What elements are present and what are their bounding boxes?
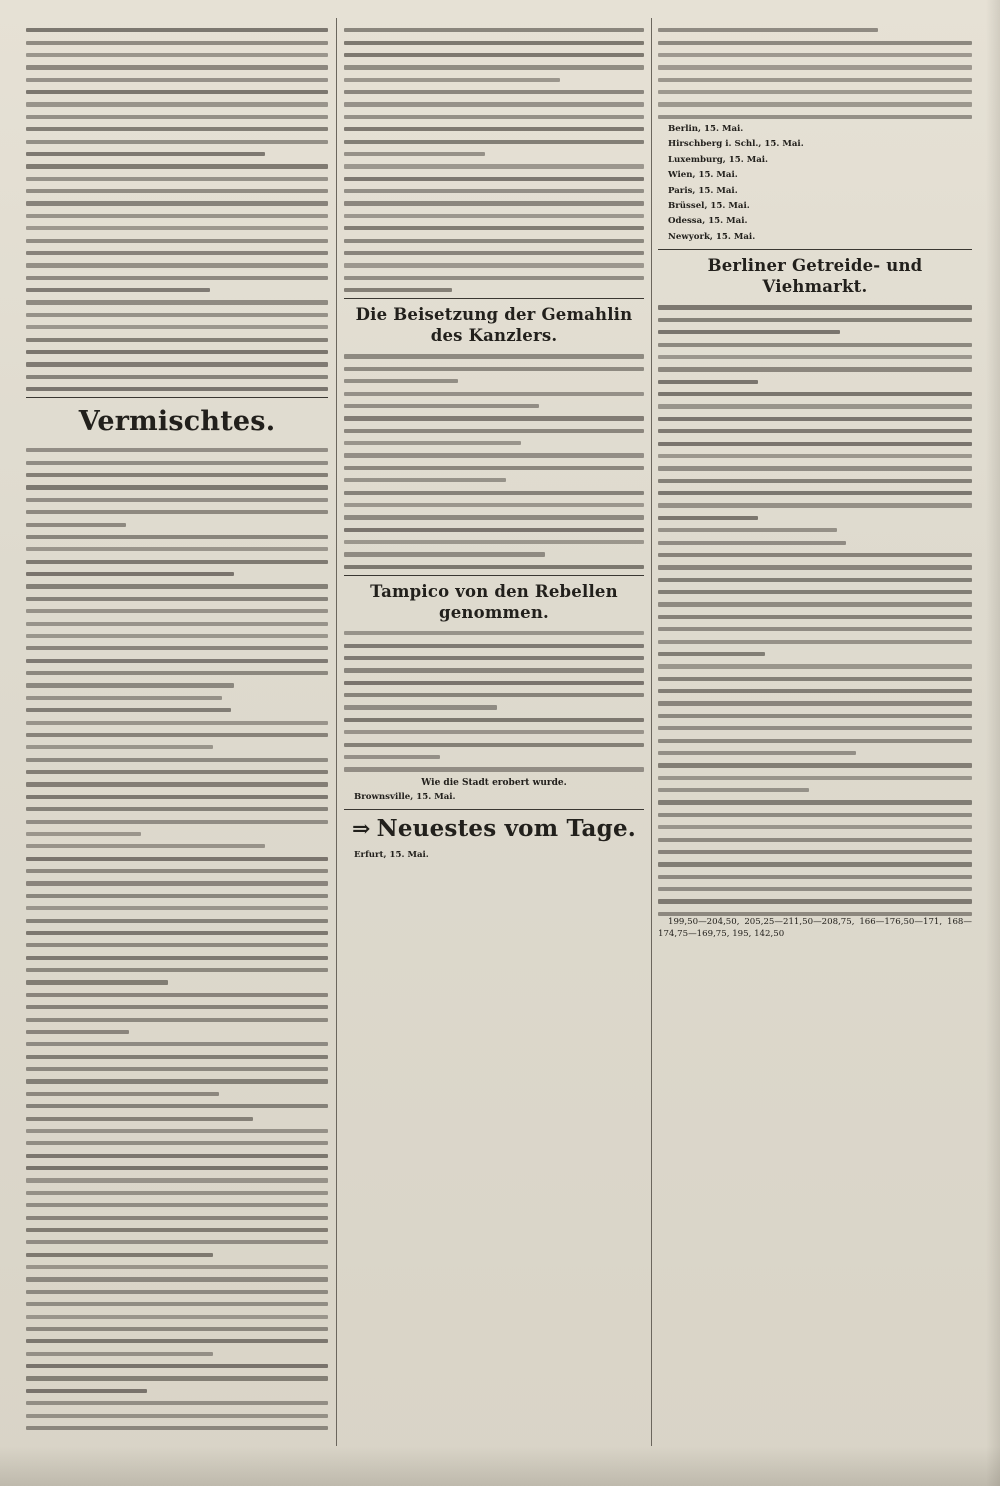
- paris-report: [658, 185, 972, 197]
- text-line: [26, 473, 328, 477]
- text-line: [26, 1203, 328, 1207]
- text-line: [26, 1079, 328, 1083]
- text-line: [658, 800, 972, 804]
- text-line: [26, 919, 328, 923]
- column-2: [344, 20, 644, 1442]
- text-line: [344, 416, 644, 420]
- text-line: [658, 479, 972, 483]
- tampico-article: [344, 631, 644, 771]
- text-line: [26, 943, 328, 947]
- vermischtes-articles: [26, 448, 328, 1430]
- text-line: [26, 993, 328, 997]
- text-line: [26, 461, 328, 465]
- text-line: [26, 782, 328, 786]
- text-line: [658, 528, 837, 532]
- text-line: [658, 380, 758, 384]
- text-line: [26, 609, 328, 613]
- article-continuation: [344, 28, 644, 292]
- text-line: [26, 510, 328, 514]
- text-line: [26, 263, 328, 267]
- text-line: [658, 466, 972, 470]
- text-line: [26, 325, 328, 329]
- dateline-brownsville: Brownsville, 15. Mai.: [354, 791, 456, 802]
- text-line: [26, 1426, 328, 1430]
- berlin-report: [658, 123, 972, 135]
- text-line: [658, 652, 765, 656]
- text-line: [658, 887, 972, 891]
- text-line: [26, 164, 328, 168]
- text-line: [344, 65, 644, 69]
- text-line: [26, 1067, 328, 1071]
- text-line: [26, 1216, 328, 1220]
- text-line: [344, 115, 644, 119]
- text-line: [658, 875, 972, 879]
- text-line: [344, 263, 644, 267]
- text-line: [26, 956, 328, 960]
- text-line: [658, 739, 972, 743]
- text-line: [26, 1166, 328, 1170]
- text-line: [658, 838, 972, 842]
- price-value: 204,50: [706, 917, 737, 927]
- text-line: [658, 788, 809, 792]
- text-line: [26, 634, 328, 638]
- text-line: [344, 644, 644, 648]
- text-line: [344, 515, 644, 519]
- text-line: [658, 417, 972, 421]
- text-line: [26, 770, 328, 774]
- text-line: [26, 78, 328, 82]
- text-line: [344, 90, 644, 94]
- text-line: [658, 392, 972, 396]
- text-line: [26, 53, 328, 57]
- text-line: [26, 535, 328, 539]
- text-line: [344, 565, 644, 569]
- text-line: [658, 367, 972, 371]
- text-line: [26, 350, 328, 354]
- text-line: [658, 689, 972, 693]
- text-line: [26, 1401, 328, 1405]
- price-value: 142,50: [754, 929, 785, 940]
- text-line: [26, 28, 328, 32]
- text-line: [26, 300, 328, 304]
- text-line: [26, 90, 328, 94]
- text-line: [26, 622, 328, 626]
- text-line: [26, 1277, 328, 1281]
- heading-vermischtes: Vermischtes.: [78, 406, 276, 438]
- text-line: [26, 1302, 328, 1306]
- text-line: [26, 1042, 328, 1046]
- text-line: [658, 503, 972, 507]
- beisetzung-article: [344, 354, 644, 569]
- text-line: [26, 1376, 328, 1380]
- text-line: [26, 683, 234, 687]
- text-line: [344, 631, 644, 635]
- text-line: [26, 1030, 129, 1034]
- text-line: [658, 343, 972, 347]
- text-line: [26, 338, 328, 342]
- pointing-hand-icon: ⇒: [351, 815, 371, 842]
- text-line: [26, 1154, 328, 1158]
- text-line: [26, 646, 328, 650]
- text-line: [344, 164, 644, 168]
- text-line: [26, 832, 141, 836]
- text-line: [26, 65, 328, 69]
- text-line: [26, 597, 328, 601]
- text-line: [26, 1117, 253, 1121]
- hirschberg-report: [658, 138, 972, 150]
- text-line: [26, 140, 328, 144]
- text-line: [26, 1290, 328, 1294]
- dateline-luxemburg: Luxemburg, 15. Mai.: [668, 154, 769, 165]
- text-line: [26, 1339, 328, 1343]
- bruessel-report: [658, 200, 972, 212]
- text-line: [344, 681, 644, 685]
- text-line: [26, 1092, 219, 1096]
- dateline-newyork: Newyork, 15. Mai.: [668, 231, 756, 242]
- price-value: 171: [923, 917, 940, 927]
- text-line: [344, 226, 644, 230]
- brownsville-report: [344, 791, 644, 803]
- column-divider: [651, 18, 652, 1446]
- dateline-bruessel: Brüssel, 15. Mai.: [668, 201, 750, 212]
- price-value: 174,75: [658, 929, 689, 940]
- text-line: [344, 177, 644, 181]
- text-line: [26, 201, 328, 205]
- text-line: [26, 313, 328, 317]
- section-rule: [26, 397, 328, 398]
- text-line: [26, 375, 328, 379]
- text-line: [26, 1253, 213, 1257]
- text-line: [344, 743, 644, 747]
- text-line: [26, 276, 328, 280]
- text-line: [26, 795, 328, 799]
- text-line: [26, 1018, 328, 1022]
- heading-neuestes-vom-tage: [344, 815, 644, 843]
- text-line: [26, 1178, 328, 1182]
- dateline-wien: Wien, 15. Mai.: [668, 170, 738, 181]
- text-line: [658, 53, 972, 57]
- section-rule: [658, 249, 972, 250]
- text-line: [344, 214, 644, 218]
- text-line: [658, 318, 972, 322]
- text-line: [344, 755, 440, 759]
- text-line: [658, 429, 972, 433]
- text-line: [344, 730, 644, 734]
- text-line: [658, 813, 972, 817]
- text-line: [26, 980, 168, 984]
- text-line: [344, 276, 644, 280]
- text-line: [26, 115, 328, 119]
- text-line: [26, 708, 231, 712]
- dateline-erfurt: Erfurt, 15. Mai.: [354, 849, 429, 860]
- text-line: [344, 491, 644, 495]
- text-line: [26, 226, 328, 230]
- text-line: [344, 392, 644, 396]
- text-line: [26, 102, 328, 106]
- text-line: [26, 807, 328, 811]
- price-value: 168: [946, 917, 964, 927]
- text-line: [26, 239, 328, 243]
- text-line: [344, 41, 644, 45]
- text-line: [658, 912, 972, 916]
- text-line: [26, 127, 328, 131]
- text-line: [658, 664, 972, 668]
- erfurt-report: [344, 849, 644, 861]
- text-line: [658, 726, 972, 730]
- text-line: [658, 627, 972, 631]
- text-line: [26, 721, 328, 725]
- text-line: [26, 1364, 328, 1368]
- heading-beisetzung-kanzler: Die Beisetzung der Gemahlin des Kanzlers.: [355, 305, 633, 346]
- text-line: [26, 387, 328, 391]
- text-line: [658, 677, 972, 681]
- text-line: [26, 1005, 328, 1009]
- paper-bottom-shading: [0, 1446, 1000, 1486]
- text-line: [658, 115, 972, 119]
- text-line: [26, 1141, 328, 1145]
- text-line: [344, 693, 644, 697]
- text-line: [344, 379, 458, 383]
- text-line: [26, 41, 328, 45]
- subhead-stadt-erobert: Wie die Stadt erobert wurde.: [421, 777, 567, 788]
- text-line: [658, 553, 972, 557]
- text-line: [344, 466, 644, 470]
- text-line: [658, 590, 972, 594]
- text-line: [26, 1129, 328, 1133]
- price-value: 195: [732, 929, 749, 940]
- text-line: [26, 857, 328, 861]
- text-line: [658, 404, 972, 408]
- text-line: [26, 1228, 328, 1232]
- text-line: [26, 881, 328, 885]
- heading-getreide-viehmarkt: Berliner Getreide- und Viehmarkt.: [707, 256, 923, 297]
- odessa-report: [658, 215, 972, 227]
- text-line: [658, 862, 972, 866]
- text-line: [26, 844, 265, 848]
- text-line: [658, 776, 972, 780]
- text-line: [344, 404, 539, 408]
- text-line: [344, 127, 644, 131]
- text-line: [658, 355, 972, 359]
- price-value: 208,75: [821, 917, 852, 927]
- text-line: [26, 1352, 213, 1356]
- text-line: [658, 442, 972, 446]
- text-line: [658, 701, 972, 705]
- dateline-berlin: Berlin, 15. Mai.: [668, 124, 744, 134]
- text-line: [658, 28, 878, 32]
- text-line: [26, 1191, 328, 1195]
- section-rule: [344, 298, 644, 299]
- text-line: [658, 640, 972, 644]
- text-line: [26, 820, 328, 824]
- paper-edge-shading: [986, 0, 1000, 1486]
- text-line: [26, 696, 222, 700]
- text-line: [26, 572, 234, 576]
- text-line: [26, 189, 328, 193]
- section-rule: [344, 575, 644, 576]
- text-line: [658, 90, 972, 94]
- luxemburg-report: [658, 154, 972, 166]
- text-line: [658, 78, 972, 82]
- text-line: [344, 528, 644, 532]
- text-line: [26, 523, 126, 527]
- text-line: [658, 763, 972, 767]
- price-value: 211,50: [783, 917, 814, 927]
- text-line: [26, 671, 328, 675]
- price-value: 169,75: [696, 929, 727, 940]
- text-line: [658, 578, 972, 582]
- text-line: [658, 825, 972, 829]
- heading-neuestes-text: Neuestes vom Tage.: [376, 814, 636, 842]
- text-line: [26, 547, 328, 551]
- text-line: [658, 541, 846, 545]
- newyork-report: [658, 231, 972, 243]
- text-line: [658, 454, 972, 458]
- text-line: [26, 869, 328, 873]
- text-line: [344, 478, 506, 482]
- text-line: [344, 656, 644, 660]
- text-line: [26, 659, 328, 663]
- text-line: [658, 615, 972, 619]
- text-line: [344, 767, 644, 771]
- text-line: [658, 41, 972, 45]
- price-value: 166: [859, 917, 876, 927]
- text-line: [26, 894, 328, 898]
- text-line: [26, 584, 328, 588]
- text-line: [26, 1055, 328, 1059]
- text-line: [26, 1315, 328, 1319]
- text-line: [344, 201, 644, 205]
- text-line: [26, 1265, 328, 1269]
- text-line: [26, 1414, 328, 1418]
- dateline-paris: Paris, 15. Mai.: [668, 185, 738, 196]
- text-line: [26, 1104, 328, 1108]
- text-line: [26, 362, 328, 366]
- text-line: [26, 498, 328, 502]
- text-line: [26, 448, 328, 452]
- text-line: [26, 177, 328, 181]
- heading-tampico: Tampico von den Rebellen genommen.: [370, 582, 618, 622]
- text-line: [26, 560, 328, 564]
- text-line: [26, 214, 328, 218]
- wien-report: [658, 169, 972, 181]
- text-line: [26, 1240, 328, 1244]
- text-line: [26, 758, 328, 762]
- fashion-article-end: [26, 28, 328, 391]
- text-line: [658, 565, 972, 569]
- text-line: [344, 367, 644, 371]
- text-line: [26, 485, 328, 489]
- price-value: 199,50: [668, 917, 699, 927]
- text-line: [26, 968, 328, 972]
- text-line: [344, 189, 644, 193]
- text-line: [26, 251, 328, 255]
- text-line: [26, 906, 328, 910]
- text-line: [344, 152, 485, 156]
- text-line: [344, 453, 644, 457]
- text-line: [26, 931, 328, 935]
- text-line: [658, 65, 972, 69]
- text-line: [658, 714, 972, 718]
- text-line: [658, 330, 840, 334]
- text-line: [344, 705, 497, 709]
- section-rule: [344, 809, 644, 810]
- text-line: [26, 1327, 328, 1331]
- market-prices: 199,50—204,50, 205,25—211,50—208,75, 166—176,50—171, 168—174,75—169,75, 195, 142,50: [658, 917, 972, 940]
- text-line: [26, 152, 265, 156]
- column-divider: [336, 18, 337, 1446]
- text-line: [658, 751, 856, 755]
- dateline-hirschberg: Hirschberg i. Schl., 15. Mai.: [668, 139, 804, 150]
- text-line: [344, 53, 644, 57]
- column-1: [26, 20, 328, 1442]
- dateline-odessa: Odessa, 15. Mai.: [668, 216, 748, 227]
- column-3: [658, 20, 972, 1442]
- text-line: [344, 540, 644, 544]
- text-line: [344, 140, 644, 144]
- text-line: [344, 552, 545, 556]
- text-line: [26, 745, 213, 749]
- text-line: [344, 354, 644, 358]
- text-line: [658, 491, 972, 495]
- text-line: [658, 305, 972, 309]
- text-line: [658, 899, 972, 903]
- text-line: [658, 850, 972, 854]
- text-line: [658, 516, 758, 520]
- text-line: [344, 668, 644, 672]
- text-line: [344, 429, 644, 433]
- text-line: [344, 251, 644, 255]
- text-line: [344, 239, 644, 243]
- text-line: [344, 288, 452, 292]
- text-line: [344, 78, 560, 82]
- text-line: [26, 1389, 147, 1393]
- text-line: [658, 102, 972, 106]
- text-line: [26, 733, 328, 737]
- text-line: [344, 503, 644, 507]
- price-value: 176,50: [884, 917, 915, 927]
- market-report: [658, 305, 972, 940]
- price-value: 205,25: [744, 917, 775, 927]
- text-line: [26, 288, 210, 292]
- text-line: [344, 441, 521, 445]
- text-line: [344, 102, 644, 106]
- text-line: [344, 718, 644, 722]
- text-line: [344, 28, 644, 32]
- fire-report-continuation: [658, 28, 972, 119]
- text-line: [658, 602, 972, 606]
